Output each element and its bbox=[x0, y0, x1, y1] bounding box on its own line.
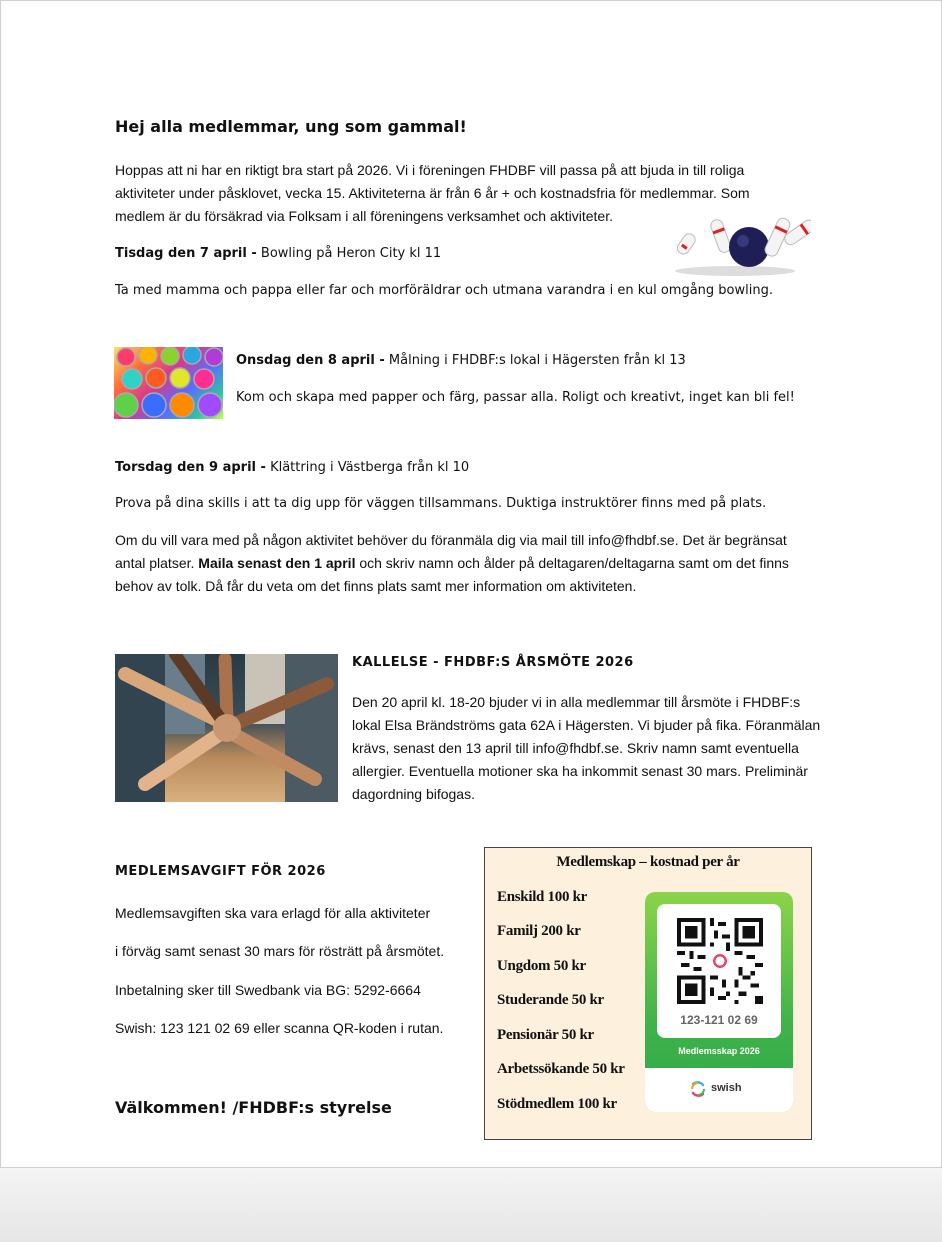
paint-cans-image bbox=[114, 347, 223, 419]
bowling-image bbox=[659, 207, 811, 277]
hands-together-image bbox=[115, 654, 338, 802]
signup-paragraph bbox=[115, 529, 815, 598]
price-stodmedlem: Stödmedlem 100 kr bbox=[497, 1096, 617, 1112]
swish-logo-icon bbox=[689, 1080, 707, 1098]
event-tuesday-day: Tisdag den 7 april - bbox=[115, 246, 257, 261]
membership-box bbox=[484, 847, 812, 1140]
price-arbetssokande: Arbetssökande 50 kr bbox=[497, 1061, 625, 1077]
fee-line-3: Inbetalning sker till Swedbank via BG: 5292-6664 bbox=[115, 982, 421, 998]
price-enskild: Enskild 100 kr bbox=[497, 889, 588, 905]
event-thursday bbox=[115, 460, 469, 475]
event-tuesday bbox=[115, 246, 441, 261]
fee-line-1: Medlemsavgiften ska vara erlagd för alla aktiviteter bbox=[115, 905, 431, 921]
meeting-paragraph: Den 20 april kl. 18-20 bjuder vi in alla medlemmar till årsmöte i FHDBF:s lokal Elsa Brändströms gata 62A i Hägersten. Vi bjuder på fika. Föranmälan krävs, senast den 13 april till info@fhdbf.se. Skriv namn samt eventuella allergier. Eventuella motioner ska ha inkommit senast 30 mars. Preliminär dagordning bifogas. bbox=[352, 694, 821, 802]
swish-number: 123-121 02 69 bbox=[680, 1013, 758, 1027]
price-studerande: Studerande 50 kr bbox=[497, 992, 604, 1008]
event-wednesday bbox=[236, 353, 686, 368]
event-tuesday-desc: Ta med mamma och pappa eller far och morföräldrar och utmana varandra i en kul omgång bowling. bbox=[115, 283, 773, 298]
signup-text-2: och skriv namn och ålder på deltagaren/deltagarna samt om det finns behov av tolk. Då får du veta om det finns plats samt mer information om aktiviteten. bbox=[115, 555, 789, 594]
swish-qr-card[interactable] bbox=[645, 892, 793, 1112]
qr-code-icon[interactable] bbox=[677, 918, 763, 1004]
meeting-title: KALLELSE - FHDBF:S ÅRSMÖTE 2026 bbox=[352, 655, 634, 670]
intro-paragraph: Hoppas att ni har en riktigt bra start på 2026. Vi i föreningen FHDBF vill passa på att bjuda in till roliga aktiviteter under påsklovet, vecka 15. Aktiviteterna är från 6 år + och kostnadsfria för medlemmar. Som medlem är du försäkrad via Folksam i all föreningens verksamhet och aktiviteter. bbox=[115, 162, 750, 224]
viewer-background bbox=[0, 1168, 942, 1242]
event-thursday-desc: Prova på dina skills i att ta dig upp för väggen tillsammans. Duktiga instruktörer finns med på plats. bbox=[115, 496, 767, 511]
fee-line-4: Swish: 123 121 02 69 eller scanna QR-koden i rutan. bbox=[115, 1020, 444, 1036]
event-thursday-day: Torsdag den 9 april - bbox=[115, 460, 266, 475]
event-thursday-what: Klättring i Västberga från kl 10 bbox=[265, 460, 470, 475]
signup-deadline: Maila senast den 1 april bbox=[198, 555, 356, 571]
membership-title: Medlemskap – kostnad per år bbox=[556, 854, 740, 870]
fee-line-2: i förväg samt senast 30 mars för rösträtt på årsmötet. bbox=[115, 943, 445, 959]
signup-text-1: Om du vill vara med på någon aktivitet behöver du föranmäla dig via mail till info@fhdbf.se. Det är begränsat antal platser. bbox=[115, 532, 787, 571]
event-wednesday-day: Onsdag den 8 april - bbox=[236, 353, 385, 368]
fee-title: MEDLEMSAVGIFT FÖR 2026 bbox=[115, 864, 326, 879]
price-ungdom: Ungdom 50 kr bbox=[497, 958, 586, 974]
event-tuesday-what: Bowling på Heron City kl 11 bbox=[256, 246, 442, 261]
swish-card-label: Medlemsskap 2026 bbox=[678, 1046, 760, 1056]
event-wednesday-what: Målning i FHDBF:s lokal i Hägersten från kl 13 bbox=[384, 353, 686, 368]
swish-qr-panel bbox=[657, 904, 781, 1038]
greeting-heading: Hej alla medlemmar, ung som gammal! bbox=[115, 117, 467, 136]
event-wednesday-desc: Kom och skapa med papper och färg, passar alla. Roligt och kreativt, inget kan bli fel! bbox=[236, 390, 795, 405]
price-pensionar: Pensionär 50 kr bbox=[497, 1027, 594, 1043]
swish-logo-area bbox=[645, 1068, 793, 1112]
price-familj: Familj 200 kr bbox=[497, 923, 581, 939]
closing-signature: Välkommen! /FHDBF:s styrelse bbox=[115, 1098, 392, 1117]
swish-brand-text: swish bbox=[711, 1082, 742, 1094]
